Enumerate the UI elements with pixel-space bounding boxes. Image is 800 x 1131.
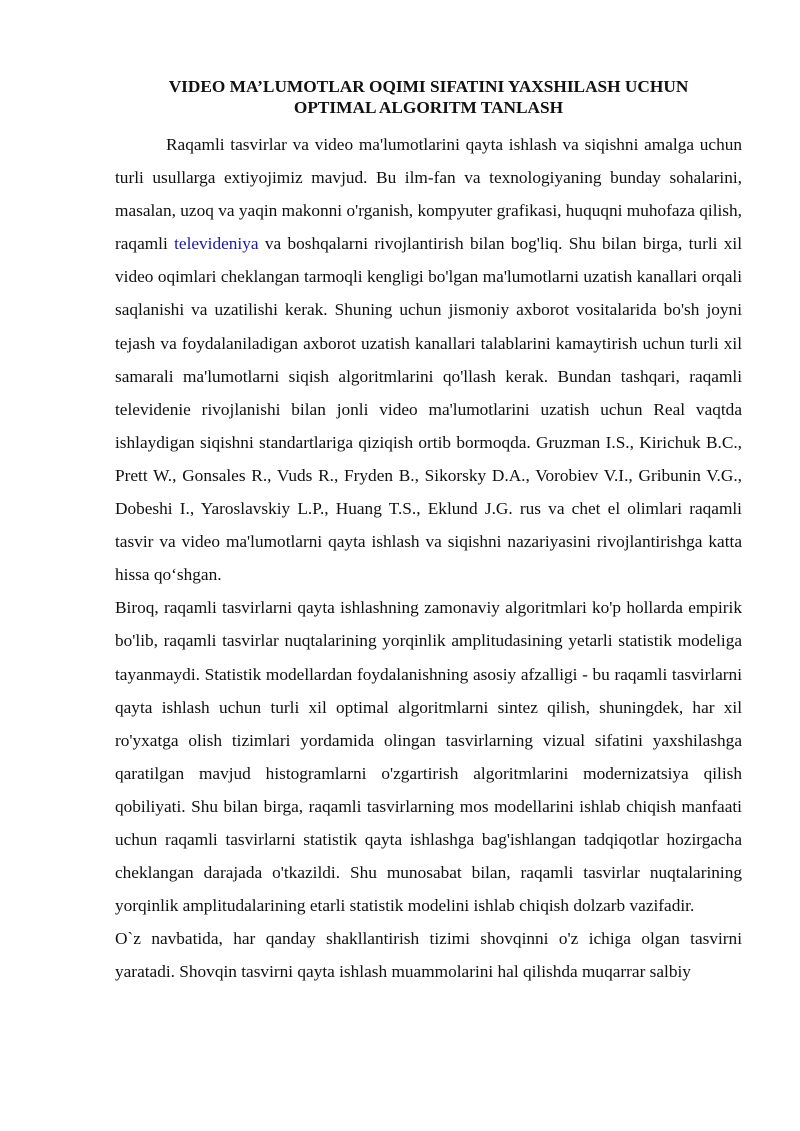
paragraph-3: O`z navbatida, har qanday shakllantirish tizimi shovqinni o'z ichiga olgan tasvirni yaratadi. Shovqin tasvirni qayta ishlash muammolarini hal qilishda muqarrar salbiy [115, 929, 742, 982]
title-line-1: VIDEO MA’LUMOTLAR OQIMI SIFATINI YAXSHILASH UCHUN [168, 77, 689, 96]
paragraph-1-text-a: Raqamli tasvirlar va video ma'lumotlarini qayta ishlash va siqishni amalga uchun turli usullarga extiyojimiz mavjud. Bu ilm-fan va texnologiyaning bunday sohalarini, masalan, uzoq va yaqin makonni o'rganish, kompyuter grafikasi, huquqni muhofaza qilish, raqamli [115, 135, 742, 254]
document-title [115, 76, 742, 118]
document-page [115, 76, 742, 988]
paragraph-2: Biroq, raqamli tasvirlarni qayta ishlashning zamonaviy algoritmlari ko'p hollarda empirik bo'lib, raqamli tasvirlar nuqtalarining yorqinlik amplitudasining yetarli statistik modeliga tayanmaydi. Statistik modellardan foydalanishning asosiy afzalligi - bu raqamli tasvirlarni qayta ishlash uchun turli xil optimal algoritmlarni sintez qilish, shuningdek, har xil ro'yxatga olish tizimlari yordamida olingan tasvirlarning vizual sifatini yaxshilashga qaratilgan mavjud histogramlarni o'zgartirish algoritmlarini modernizatsiya qilish qobiliyati. Shu bilan birga, raqamli tasvirlarning mos modellarini ishlab chiqish manfaati uchun raqamli tasvirlarni statistik qayta ishlashga bag'ishlangan tadqiqotlar hozirgacha cheklangan darajada o'tkazildi. Shu munosabat bilan, raqamli tasvirlar nuqtalarining yorqinlik amplitudalarining etarli statistik modelini ishlab chiqish dolzarb vazifadir. [115, 598, 742, 916]
paragraph-1-text-b: va boshqalarni rivojlantirish bilan bog'liq. Shu bilan birga, turli xil video oqimlari cheklangan tarmoqli kengligi bo'lgan ma'lumotlarni uzatish kanallari orqali saqlanishi va uzatilishi kerak. Shuning uchun jismoniy axborot vositalarida bo'sh joyni tejash va foydalaniladigan axborot uzatish kanallari talablarini kamaytirish uchun turli xil samarali ma'lumotlarni siqish algoritmlarini qo'llash kerak. Bundan tashqari, raqamli televidenie rivojlanishi bilan jonli video ma'lumotlarini uzatish uchun Real vaqtda ishlaydigan siqishni standartlariga qiziqish ortib bormoqda. Gruzman I.S., Kirichuk B.C., Prett W., Gonsales R., Vuds R., Fryden B., Sikorsky D.A., Vorobiev V.I., Gribunin V.G., Dobeshi I., Yaroslavskiy L.P., Huang T.S., Eklund J.G. rus va chet el olimlari raqamli tasvir va video ma'lumotlarni qayta ishlash va siqishni nazariyasini rivojlantirishga katta hissa qo‘shgan. [115, 234, 742, 585]
paragraph-1 [115, 128, 742, 591]
televideniya-link[interactable]: televideniya [174, 234, 259, 254]
title-line-2: OPTIMAL ALGORITM TANLASH [293, 98, 564, 117]
